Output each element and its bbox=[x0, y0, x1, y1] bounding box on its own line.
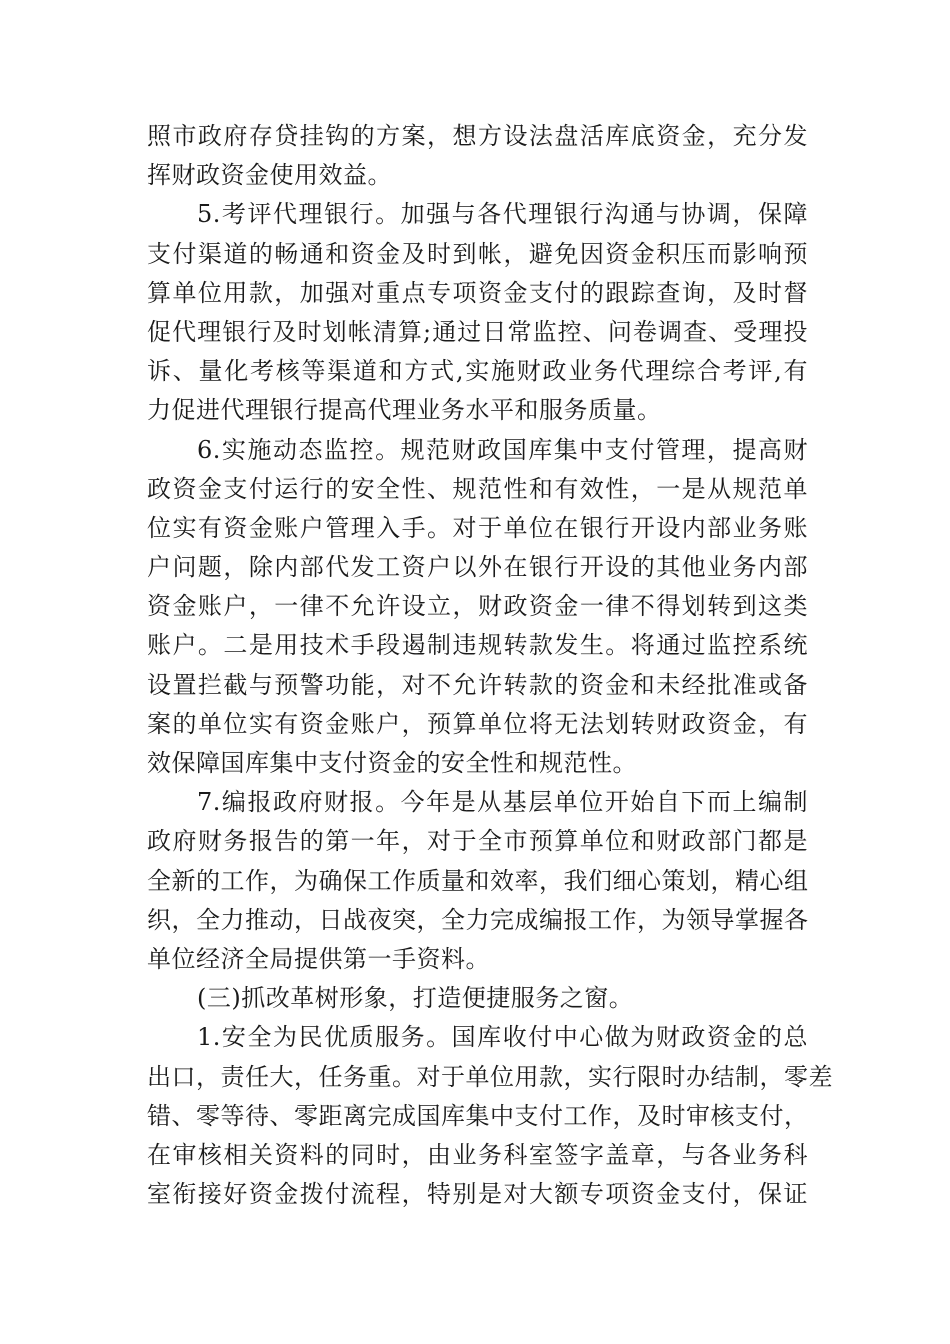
text-line: 户问题，除内部代发工资户以外在银行开设的其他业务内部 bbox=[147, 553, 808, 582]
text-line: 在审核相关资料的同时，由业务科室签字盖章，与各业务科 bbox=[147, 1140, 808, 1169]
text-line: (三)抓改革树形象，打造便捷服务之窗。 bbox=[197, 984, 634, 1013]
text-line: 全新的工作，为确保工作质量和效率，我们细心策划，精心组 bbox=[147, 866, 809, 895]
text-line: 力促进代理银行提高代理业务水平和服务质量。 bbox=[147, 396, 662, 425]
text-line: 室衔接好资金拨付流程，特别是对大额专项资金支付，保证 bbox=[147, 1180, 808, 1209]
document-page bbox=[147, 117, 833, 1214]
text-line: 促代理银行及时划帐清算;通过日常监控、问卷调查、受理投 bbox=[147, 317, 808, 346]
text-line: 单位经济全局提供第一手资料。 bbox=[147, 944, 490, 973]
text-line: 政府财务报告的第一年，对于全市预算单位和财政部门都是 bbox=[147, 827, 808, 856]
text-line: 政资金支付运行的安全性、规范性和有效性，一是从规范单 bbox=[147, 474, 808, 503]
text-line: 支付渠道的畅通和资金及时到帐，避免因资金积压而影响预 bbox=[147, 239, 808, 268]
text-line: 效保障国库集中支付资金的安全性和规范性。 bbox=[147, 749, 637, 777]
text-line: 位实有资金账户管理入手。对于单位在银行开设内部业务账 bbox=[147, 513, 808, 542]
text-line: 织，全力推动，日战夜突，全力完成编报工作，为领导掌握各 bbox=[147, 905, 809, 934]
text-line: 账户。二是用技术手段遏制违规转款发生。将通过监控系统 bbox=[147, 631, 808, 660]
text-line: 案的单位实有资金账户，预算单位将无法划转财政资金，有 bbox=[147, 709, 808, 738]
text-line: 1.安全为民优质服务。国库收付中心做为财政资金的总 bbox=[197, 1023, 808, 1052]
text-line: 5.考评代理银行。加强与各代理银行沟通与协调，保障 bbox=[197, 200, 808, 229]
text-line: 资金账户，一律不允许设立，财政资金一律不得划转到这类 bbox=[147, 592, 808, 621]
text-line: 设置拦截与预警功能，对不允许转款的资金和未经批准或备 bbox=[147, 670, 808, 699]
text-line: 出口，责任大，任务重。对于单位用款，实行限时办结制，零差 bbox=[147, 1062, 833, 1091]
text-line: 诉、量化考核等渠道和方式,实施财政业务代理综合考评,有 bbox=[147, 357, 808, 386]
text-line: 7.编报政府财报。今年是从基层单位开始自下而上编制 bbox=[197, 788, 808, 817]
text-line: 6.实施动态监控。规范财政国库集中支付管理，提高财 bbox=[197, 435, 808, 464]
text-line: 照市政府存贷挂钩的方案，想方设法盘活库底资金，充分发 bbox=[147, 122, 808, 150]
text-line: 错、零等待、零距离完成国库集中支付工作，及时审核支付， bbox=[147, 1101, 809, 1130]
text-line: 算单位用款，加强对重点专项资金支付的跟踪查询，及时督 bbox=[147, 278, 808, 307]
text-line: 挥财政资金使用效益。 bbox=[147, 161, 392, 190]
